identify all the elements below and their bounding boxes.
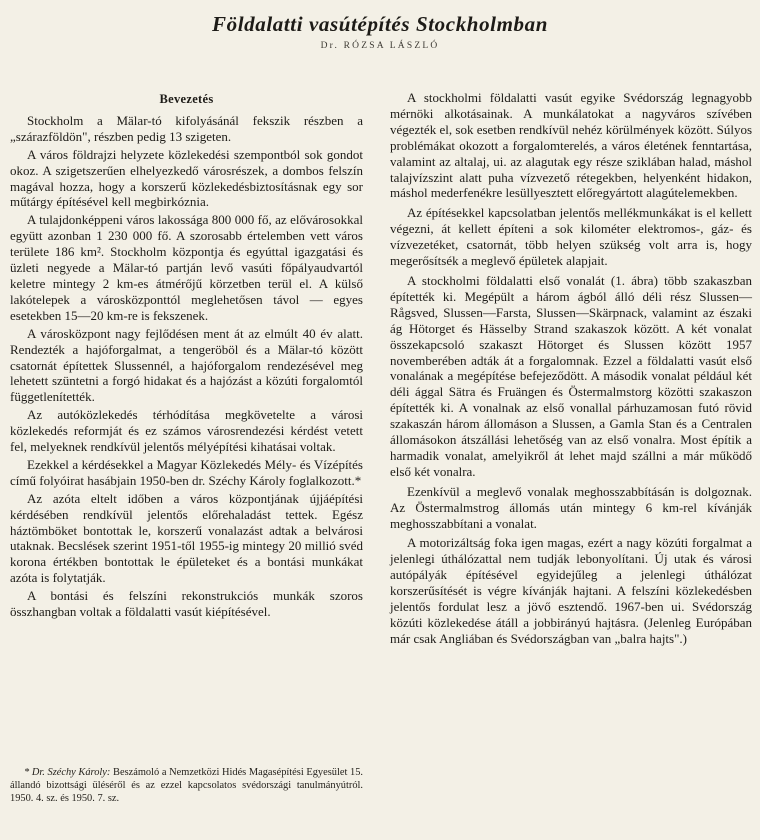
footnote-reference: * Dr. Széchy Károly:	[24, 767, 111, 778]
paragraph: Az autóközlekedés térhódítása megkövetelte a városi közlekedés reformját és ez számos városrendezési kérdést vetett fel, melyeknek rendkívül jelentős mélyépítési kihatásai voltak.	[10, 407, 363, 455]
paragraph: A városközpont nagy fejlődésen ment át az elmúlt 40 év alatt. Rendezték a hajóforgalmat, a tengeröböl és a Mälar-tó között csatornát építettek Slussennél, a hajóforgalom rendezésével meg lehetett szüntetni a forgó hidakat és a hajózást a közúti forgalomtól függetlenítették.	[10, 325, 363, 405]
paragraph: A tulajdonképpeni város lakossága 800 000 fő, az elővárosokkal együtt azonban 1 230 000 fő. A szorosabb értelemben vett város területe 186 km². Stockholm központja és egyúttal igazgatási és üzleti negyede a Mälar-tó partján levő vasúti főpályaudvartól keletre mintegy 2 km-es átmérőjű körzetben terül el. A külső lakótelepek a városközponttól meglehetősen távol — egyes esetekben 15—20 km-re is fekszenek.	[10, 212, 363, 323]
paragraph: Ezekkel a kérdésekkel a Magyar Közlekedés Mély- és Vízépítés című folyóirat hasábjain 1950-ben dr. Széchy Károly foglalkozott.*	[10, 456, 363, 488]
left-column	[10, 92, 363, 622]
paragraph: Ezenkívül a meglevő vonalak meghosszabbításán is dolgoznak. Az Östermalmstrog állomás után mintegy 6 km-rel kívánják meghosszabbítani a vonalat.	[390, 483, 752, 531]
paragraph: Az azóta eltelt időben a város központjának újjáépítési kérdésében rendkívül jelentős előrehaladást tettek. Egész háztömböket bontottak le, korszerű vonalazást adtak a belvárosi utaknak. Becslések szerint 1951-től 1955-ig mintegy 20 millió svéd korona értékben bontottak le épületeket és a bontási munkákat azóta is folytatják.	[10, 490, 363, 586]
section-heading: Bevezetés	[159, 92, 214, 106]
right-column	[390, 90, 752, 651]
paragraph: A stockholmi földalatti vasút egyike Svédország legnagyobb mérnöki alkotásainak. A munkálatokat a nagyváros szívében végezték el, sok esetben rendkívül nehéz körülmények között. Súlyos problémákat okozott a forgalomterelés, a város életének fenntartása, valamint az altalaj, ui. az alagutak egy része sziklában halad, máshol talajvízszint alatt puha vízvezető rétegekben, helyenként hidakon, máshol mederfenékre lesüllyesztett előregyártott alagútelemekben.	[390, 90, 752, 201]
paragraph: Stockholm a Mälar-tó kifolyásánál fekszik részben a „szárazföldön", részben pedig 13 szigeten.	[10, 112, 363, 144]
paragraph: A bontási és felszíni rekonstrukciós munkák szoros összhangban voltak a földalatti vasút kiépítésével.	[10, 588, 363, 620]
paragraph: A város földrajzi helyzete közlekedési szempontból sok gondot okoz. A szigetszerűen elhelyezkedő városrészek, a dombos felszín magával hozza, hogy a korszerű közlekedésbiztosításnak egy sor műtárgy építésével kell megbirkóznia.	[10, 146, 363, 210]
paragraph: A stockholmi földalatti első vonalát (1. ábra) több szakaszban építették ki. Megépült a három ágból álló déli rész Slussen—Rågsved, Slussen—Farsta, Slussen—Skärpnack, valamint az északi ág Hötorget és Hässelby Strand szakaszok között. A két vonalat összekapcsoló szakaszt Hötorget és Slussen között 1957 novemberében adták át a forgalomnak. Ezzel a földalatti vasút első vonalának a megépítése befejeződött. A második vonalat például két déli ággal Sätra és Fruängen és Östermalmstorg közötti szakaszon építették ki. A vonalnak az első vonallal párhuzamosan futó rövid szakaszán három állomáson a Slussen, a Gamla Stan és a Centralen állomásokon átszállási lehetőség van az első vonalra. Most építik a harmadik vonalat, amelyikről át lehet majd szállni a már működő első két vonalra.	[390, 272, 752, 479]
article-title: Földalatti vasútépítés Stockholmban	[211, 12, 549, 36]
paragraph: A motorizáltság foka igen magas, ezért a nagy közúti forgalmat a jelenlegi úthálózattal nem tudják lebonyolítani. Új utak és városi autópályák építésével egyidejűleg a jelenlegi úthálózat korszerűsítését is végre kívánják hajtani. A felszíni közlekedésben jelentős fordulat lesz a jövő esztendő. 1967-ben ui. Svédország közúti közlekedése átáll a jobbirányú hajtásra. (Jelenleg Európában már csak Angliában és Svédországban van „balra hajts".)	[390, 535, 752, 646]
paragraph: Az építésekkel kapcsolatban jelentős mellékmunkákat is el kellett végezni, át kellett építeni a sok kilométer elektromos-, gáz- és vízvezetéket, csatornát, több helyen szükség volt arra is, hogy megerősítsék a meglevő épületek alapjait.	[390, 205, 752, 269]
footnote-text: Beszámoló a Nemzetközi Hidés Magasépítési Egyesület 15. állandó bizottsági üléséről és az ezzel kapcsolatos svédországi tanulmányútról. 1950. 4. sz. és 1950. 7. sz.	[10, 767, 363, 804]
footnote	[10, 766, 363, 805]
article-author: Dr. RÓZSA LÁSZLÓ	[320, 41, 440, 51]
